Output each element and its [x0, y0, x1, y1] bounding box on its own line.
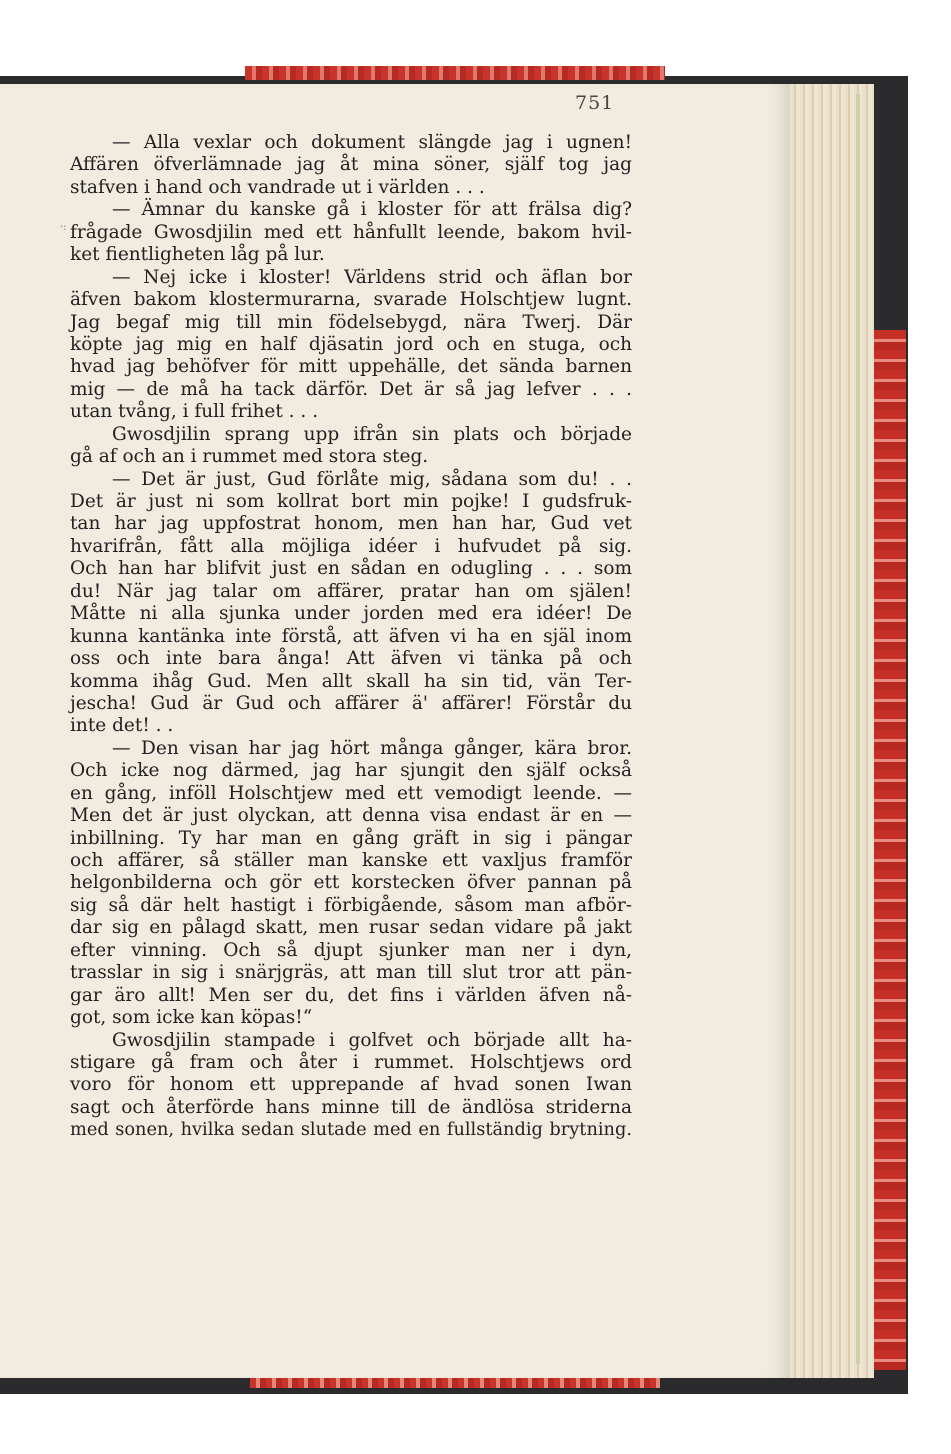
text-line: jescha! Gud är Gud och affärer ä' affärer! Förstår du	[70, 692, 632, 714]
text-line: Affären öfverlämnade jag åt mina söner, själf tog jag	[70, 154, 632, 176]
text-line: äfven bakom klostermurarna, svarade Holschtjew lugnt.	[70, 289, 632, 311]
ink-speckle-icon: ·:	[60, 222, 67, 233]
text-line: stafven i hand och vandrade ut i världen . . .	[70, 176, 485, 198]
text-line: med sonen, hvilka sedan slutade med en fullständig brytning.	[70, 1120, 632, 1141]
text-line: inbillning. Ty har man en gång gräft in sig i pängar	[70, 827, 632, 849]
text-line: voro för honom ett upprepande af hvad sonen Iwan	[70, 1074, 632, 1096]
text-line: Jag begaf mig till min födelsebygd, nära Twerj. Där	[70, 311, 632, 333]
text-line: tan har jag uppfostrat honom, men han har, Gud vet	[70, 513, 632, 535]
text-line: trasslar in sig i snärjgräs, att man till slut tror att pän-	[70, 962, 632, 984]
text-line: en gång, inföll Holschtjew med ett vemodigt leende. —	[70, 782, 632, 804]
text-line: stigare gå fram och åter i rummet. Holschtjews ord	[70, 1051, 632, 1073]
text-line: efter vinning. Och så djupt sjunker man ner i dyn,	[70, 939, 632, 961]
text-line: mig — de må ha tack därför. Det är så jag lefver . . .	[70, 378, 632, 400]
text-line: frågade Gwosdjilin med ett hånfullt leende, bakom hvil-	[70, 221, 632, 243]
text-line: Gwosdjilin sprang upp ifrån sin plats och började	[112, 423, 632, 445]
text-line: du! När jag talar om affärer, pratar han om själen!	[70, 580, 632, 602]
text-line: gå af och an i rummet med stora steg.	[70, 446, 429, 468]
text-line: Det är just ni som kollrat bort min pojke! I gudsfruk-	[70, 491, 632, 512]
text-line: Måtte ni alla sjunka under jorden med era idéer! De	[70, 603, 632, 625]
text-line: Och han har blifvit just en sådan en odugling . . . som	[70, 558, 632, 580]
text-line: kunna kantänka inte förstå, att äfven vi ha en själ inom	[70, 625, 632, 647]
text-line: hvad jag behöfver för mitt uppehälle, det sända barnen	[70, 356, 632, 378]
text-line: — Alla vexlar och dokument slängde jag i ugnen!	[112, 132, 632, 153]
text-line: — Nej icke i kloster! Världens strid och äflan bor	[112, 266, 632, 288]
page-stack	[782, 84, 874, 1378]
text-line: dar sig en pålagd skatt, men rusar sedan vidare på jakt	[70, 917, 632, 939]
text-line: köpte jag mig en half djäsatin jord och en stuga, och	[70, 333, 632, 355]
text-line: got, som icke kan köpas!“	[70, 1007, 313, 1029]
red-page-edge-top	[245, 66, 665, 80]
text-line: ket fientligheten låg på lur.	[70, 244, 325, 266]
text-line: — Det är just, Gud förlåte mig, sådana som du! . .	[112, 468, 632, 490]
body-text	[70, 132, 632, 1142]
text-line: Gwosdjilin stampade i golfvet och började allt ha-	[112, 1029, 632, 1051]
text-line: komma ihåg Gud. Men allt skall ha sin tid, vän Ter-	[70, 670, 632, 692]
text-line: Och icke nog därmed, jag har sjungit den själf också	[70, 760, 632, 782]
text-line: helgonbilderna och gör ett korstecken öfver pannan på	[70, 872, 632, 894]
page-number: 751	[575, 92, 615, 114]
text-line: Men det är just olyckan, att denna visa endast är en —	[70, 805, 632, 827]
text-line: — Den visan har jag hört många gånger, kära bror.	[112, 737, 632, 759]
text-line: hvarifrån, fått alla möjliga idéer i hufvudet på sig.	[70, 535, 632, 557]
text-line: oss och inte bara ånga! Att äfven vi tänka på och	[70, 648, 632, 670]
text-line: sig så där helt hastigt i förbigående, såsom man afbör-	[70, 894, 632, 916]
text-line: — Ämnar du kanske gå i kloster för att frälsa dig?	[112, 199, 632, 221]
text-line: sagt och återförde hans minne till de ändlösa striderna	[70, 1096, 632, 1118]
text-line: utan tvång, i full frihet . . .	[70, 401, 319, 423]
text-line: gar äro allt! Men ser du, det fins i världen äfven nå-	[70, 984, 632, 1006]
text-line: inte det! . .	[70, 715, 174, 737]
text-line: och affärer, så ställer man kanske ett vaxljus framför	[70, 850, 632, 871]
